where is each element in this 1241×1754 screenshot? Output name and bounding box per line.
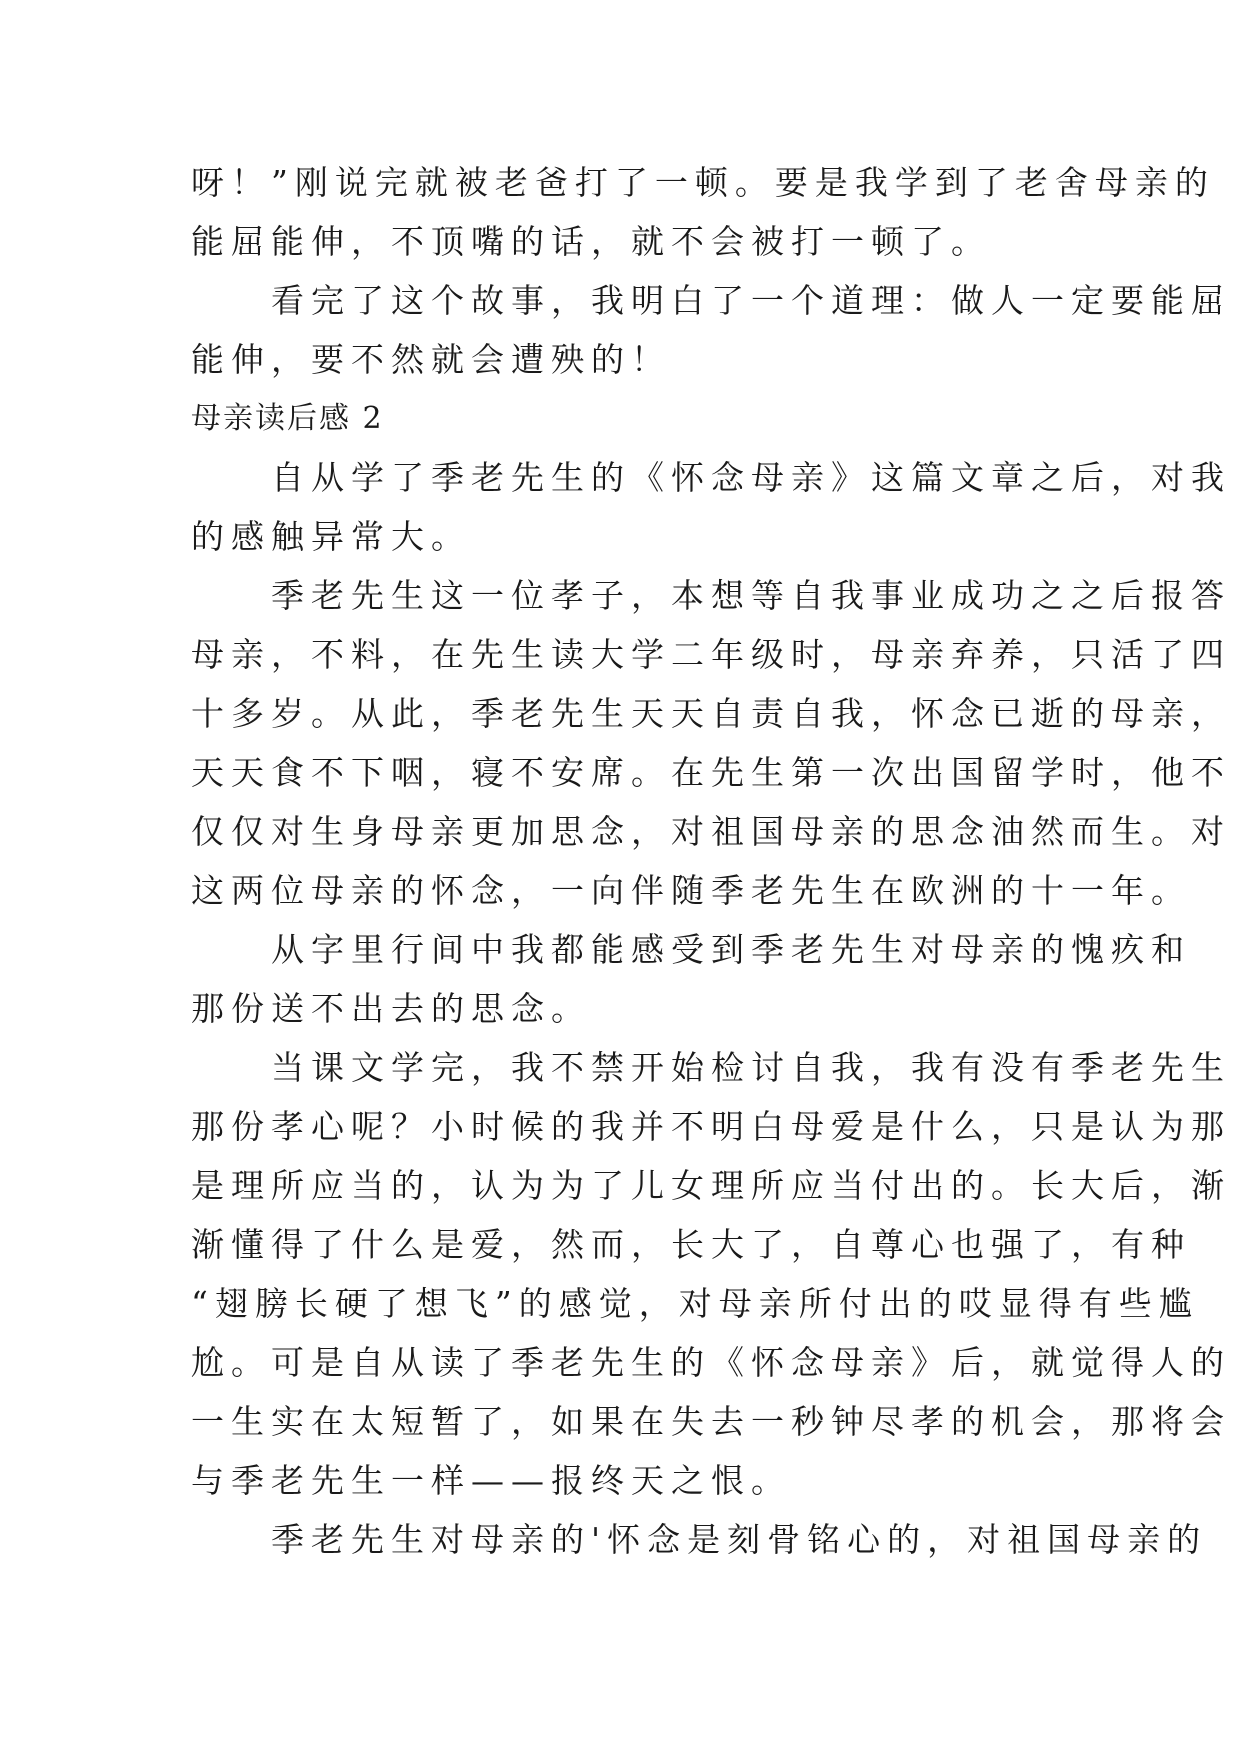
body-text — [191, 153, 1231, 1569]
text-line: 渐懂得了什么是爱，然而，长大了，自尊心也强了，有种 — [191, 1225, 1191, 1264]
text-line: 天天食不下咽，寝不安席。在先生第一次出国留学时，他不 — [191, 753, 1231, 792]
section-heading: 母亲读后感 2 — [191, 401, 384, 436]
text-line: “翅膀长硬了想飞”的感觉，对母亲所付出的哎显得有些尴 — [191, 1284, 1199, 1323]
text-line: 呀！”刚说完就被老爸打了一顿。要是我学到了老舍母亲的 — [191, 163, 1215, 202]
text-line: 与季老先生一样——报终天之恨。 — [191, 1461, 791, 1500]
text-line: 十多岁。从此，季老先生天天自责自我，怀念已逝的母亲， — [191, 694, 1231, 733]
text-line: 那份送不出去的思念。 — [191, 989, 591, 1028]
text-line: 仅仅对生身母亲更加思念，对祖国母亲的思念油然而生。对 — [191, 812, 1231, 851]
text-line: 那份孝心呢？小时候的我并不明白母爱是什么，只是认为那 — [191, 1107, 1231, 1146]
text-line: 这两位母亲的怀念，一向伴随季老先生在欧洲的十一年。 — [191, 871, 1191, 910]
text-line: 能屈能伸，不顶嘴的话，就不会被打一顿了。 — [191, 222, 991, 261]
text-line: 母亲，不料，在先生读大学二年级时，母亲弃养，只活了四 — [191, 635, 1231, 674]
text-line: 自从学了季老先生的《怀念母亲》这篇文章之后，对我 — [191, 458, 1231, 497]
text-line: 从字里行间中我都能感受到季老先生对母亲的愧疚和 — [191, 930, 1191, 969]
text-line: 的感触异常大。 — [191, 517, 471, 556]
text-line: 当课文学完，我不禁开始检讨自我，我有没有季老先生 — [191, 1048, 1231, 1087]
text-line: 一生实在太短暂了，如果在失去一秒钟尽孝的机会，那将会 — [191, 1402, 1231, 1441]
text-line: 尬。可是自从读了季老先生的《怀念母亲》后，就觉得人的 — [191, 1343, 1231, 1382]
text-line: 季老先生这一位孝子，本想等自我事业成功之之后报答 — [191, 576, 1231, 615]
text-line: 季老先生对母亲的'怀念是刻骨铭心的，对祖国母亲的 — [191, 1520, 1208, 1559]
text-line: 看完了这个故事，我明白了一个道理：做人一定要能屈 — [191, 281, 1231, 320]
text-line: 能伸，要不然就会遭殃的！ — [191, 340, 671, 379]
text-line: 是理所应当的，认为为了儿女理所应当付出的。长大后，渐 — [191, 1166, 1231, 1205]
